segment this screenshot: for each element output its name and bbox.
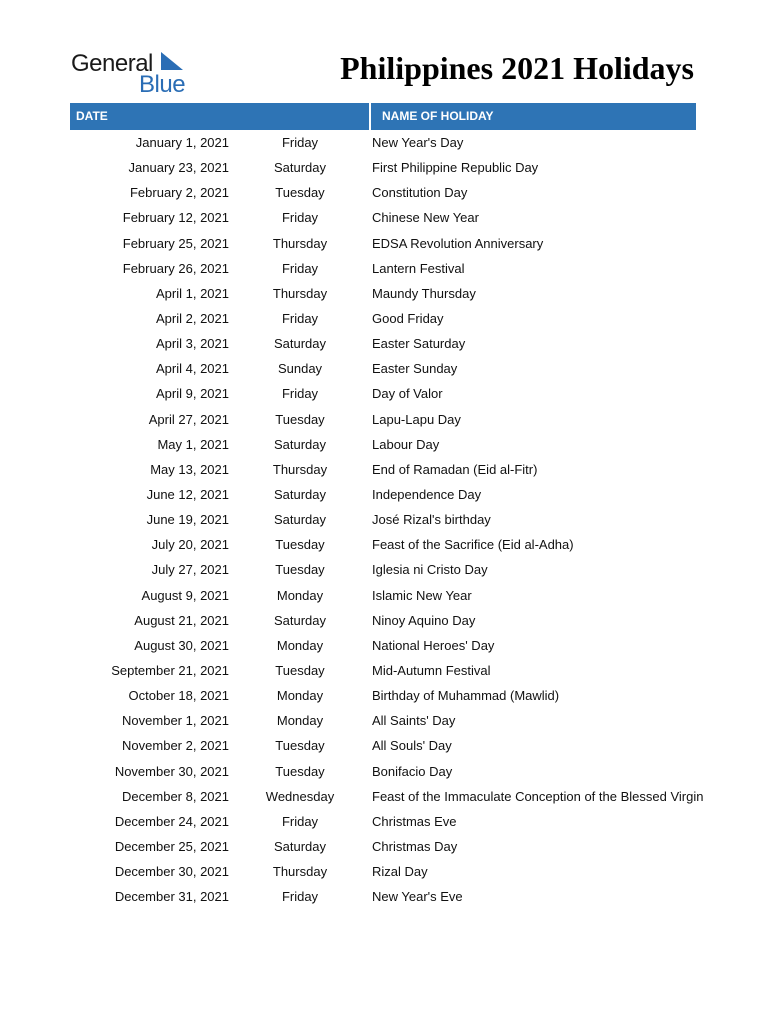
holiday-weekday: Saturday <box>273 512 327 528</box>
holiday-weekday: Friday <box>281 135 319 150</box>
holiday-date: April 9, 2021 <box>156 386 229 402</box>
holiday-weekday: Saturday <box>273 612 327 628</box>
holiday-weekday: Tuesday <box>275 537 325 553</box>
column-header-date: DATE <box>76 109 108 123</box>
table-row <box>70 658 710 683</box>
column-header-name: NAME OF HOLIDAY <box>382 109 494 123</box>
holiday-date: April 2, 2021 <box>156 310 229 326</box>
holiday-name: Lapu-Lapu Day <box>372 411 461 427</box>
holiday-date: May 13, 2021 <box>150 461 229 477</box>
holiday-weekday: Friday <box>281 386 319 402</box>
table-row <box>70 557 710 582</box>
table-row <box>70 608 710 633</box>
holiday-name: Rizal Day <box>372 864 428 880</box>
table-row <box>70 281 710 306</box>
holiday-name: José Rizal's birthday <box>372 512 491 528</box>
holiday-date: September 21, 2021 <box>111 662 229 678</box>
table-row <box>70 256 710 281</box>
holiday-date: April 3, 2021 <box>156 336 229 352</box>
holiday-weekday: Friday <box>281 889 319 905</box>
logo-word-blue: Blue <box>139 71 186 98</box>
holiday-name: Labour Day <box>372 436 440 452</box>
holiday-name: New Year's Day <box>372 135 464 150</box>
holiday-name: Constitution Day <box>372 185 468 201</box>
table-row <box>70 155 710 180</box>
holiday-date: June 12, 2021 <box>146 486 229 502</box>
holiday-name: Easter Sunday <box>372 361 458 377</box>
holiday-name: Good Friday <box>372 310 444 326</box>
table-row <box>70 331 710 356</box>
holiday-weekday: Tuesday <box>275 185 325 201</box>
page-title: Philippines 2021 Holidays <box>340 50 694 86</box>
table-row <box>70 130 710 155</box>
holiday-weekday: Monday <box>276 688 324 704</box>
holiday-date: June 19, 2021 <box>146 512 229 528</box>
table-row <box>70 356 710 381</box>
holiday-name: All Souls' Day <box>372 738 452 754</box>
holiday-weekday: Tuesday <box>275 662 325 678</box>
table-row <box>70 457 710 482</box>
holiday-name: Feast of the Sacrifice (Eid al-Adha) <box>372 537 574 553</box>
holiday-date: April 27, 2021 <box>148 411 229 427</box>
holiday-date: October 18, 2021 <box>128 688 229 704</box>
holiday-weekday: Thursday <box>272 864 328 880</box>
holiday-date: December 31, 2021 <box>114 889 229 905</box>
table-row <box>70 884 710 909</box>
holiday-name: Day of Valor <box>372 386 443 402</box>
holiday-name: New Year's Eve <box>372 889 463 905</box>
holiday-name: EDSA Revolution Anniversary <box>372 235 544 251</box>
holiday-name: Christmas Eve <box>372 813 457 829</box>
logo-triangle-icon <box>159 52 185 72</box>
holiday-weekday: Friday <box>281 310 319 326</box>
holiday-weekday: Monday <box>276 637 324 653</box>
table-row <box>70 733 710 758</box>
table-row <box>70 231 710 256</box>
table-row <box>70 784 710 809</box>
holiday-name: Ninoy Aquino Day <box>372 612 476 628</box>
holiday-date: May 1, 2021 <box>157 436 229 452</box>
holiday-name: Bonifacio Day <box>372 763 453 779</box>
holiday-name: Birthday of Muhammad (Mawlid) <box>372 688 560 704</box>
holiday-weekday: Saturday <box>273 336 327 352</box>
holiday-date: February 25, 2021 <box>122 235 229 251</box>
holiday-weekday: Saturday <box>273 486 327 502</box>
holiday-date: January 1, 2021 <box>135 135 229 150</box>
holiday-name: End of Ramadan (Eid al-Fitr) <box>372 461 538 477</box>
table-row <box>70 306 710 331</box>
table-row <box>70 683 710 708</box>
holiday-date: December 30, 2021 <box>114 864 229 880</box>
holiday-weekday: Tuesday <box>275 763 325 779</box>
table-row <box>70 708 710 733</box>
table-row <box>70 809 710 834</box>
column-divider <box>369 103 371 130</box>
table-row <box>70 633 710 658</box>
table-row <box>70 507 710 532</box>
holiday-date: July 27, 2021 <box>151 562 229 578</box>
holiday-weekday: Tuesday <box>275 738 325 754</box>
holiday-date: November 30, 2021 <box>114 763 229 779</box>
table-row <box>70 859 710 884</box>
holiday-name: Iglesia ni Cristo Day <box>372 562 488 578</box>
holiday-name: Easter Saturday <box>372 336 466 352</box>
holiday-date: August 30, 2021 <box>134 637 229 653</box>
table-row <box>70 583 710 608</box>
holiday-name: Mid-Autumn Festival <box>372 662 491 678</box>
holiday-name: Chinese New Year <box>372 210 479 226</box>
table-row <box>70 205 710 230</box>
table-row <box>70 407 710 432</box>
table-row <box>70 532 710 557</box>
holiday-weekday: Monday <box>276 713 324 729</box>
holiday-weekday: Tuesday <box>275 411 325 427</box>
holiday-name: Maundy Thursday <box>372 285 476 301</box>
holiday-date: February 2, 2021 <box>129 185 229 201</box>
holiday-weekday: Sunday <box>277 361 323 377</box>
holiday-name: Lantern Festival <box>372 260 465 276</box>
holiday-weekday: Saturday <box>273 160 327 176</box>
holiday-weekday: Thursday <box>272 461 328 477</box>
holiday-weekday: Friday <box>281 813 319 829</box>
table-row <box>70 759 710 784</box>
holiday-date: December 8, 2021 <box>122 788 229 804</box>
holiday-name: Feast of the Immaculate Conception of the Blessed Virgin <box>372 788 704 804</box>
holiday-weekday: Tuesday <box>275 562 325 578</box>
holiday-date: April 1, 2021 <box>156 285 229 301</box>
table-row <box>70 834 710 859</box>
holiday-weekday: Monday <box>276 587 324 603</box>
table-row <box>70 180 710 205</box>
holiday-date: January 23, 2021 <box>128 160 229 176</box>
holiday-weekday: Thursday <box>272 285 328 301</box>
holiday-name: Islamic New Year <box>372 587 472 603</box>
holiday-weekday: Wednesday <box>265 788 335 804</box>
holiday-name: First Philippine Republic Day <box>372 160 539 176</box>
holiday-date: February 12, 2021 <box>122 210 229 226</box>
holiday-weekday: Saturday <box>273 838 327 854</box>
holiday-weekday: Friday <box>281 210 319 226</box>
holiday-name: All Saints' Day <box>372 713 456 729</box>
table-row <box>70 482 710 507</box>
holiday-date: July 20, 2021 <box>151 537 229 553</box>
holiday-date: December 24, 2021 <box>114 813 229 829</box>
holiday-weekday: Thursday <box>272 235 328 251</box>
holiday-date: December 25, 2021 <box>114 838 229 854</box>
holiday-date: August 9, 2021 <box>141 587 229 603</box>
holiday-table-body <box>70 130 710 909</box>
holiday-name: National Heroes' Day <box>372 637 495 653</box>
holiday-name: Independence Day <box>372 486 482 502</box>
logo-word-general: General <box>71 50 153 77</box>
holiday-date: August 21, 2021 <box>134 612 229 628</box>
holiday-weekday: Saturday <box>273 436 327 452</box>
holiday-date: February 26, 2021 <box>122 260 229 276</box>
table-row <box>70 432 710 457</box>
holiday-name: Christmas Day <box>372 838 458 854</box>
holiday-date: November 1, 2021 <box>122 713 229 729</box>
holiday-date: April 4, 2021 <box>156 361 229 377</box>
table-row <box>70 381 710 406</box>
table-header <box>70 103 696 130</box>
holiday-date: November 2, 2021 <box>122 738 229 754</box>
holiday-weekday: Friday <box>281 260 319 276</box>
generalblue-logo <box>71 50 201 98</box>
